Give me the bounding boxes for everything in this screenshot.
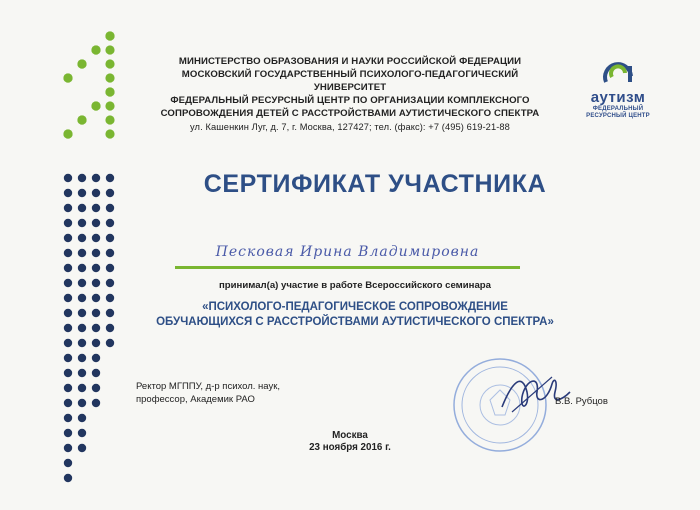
seminar-title <box>150 300 560 330</box>
place-and-date <box>280 430 420 454</box>
rector-position <box>136 381 336 406</box>
seminar-title-line-2: ОБУЧАЮЩИХСЯ С РАССТРОЙСТВАМИ АУТИСТИЧЕСКОГО СПЕКТРА» <box>156 316 554 328</box>
header-address: ул. Кашенкин Луг, д. 7, г. Москва, 127427; тел. (факс): +7 (495) 619-21-88 <box>190 122 510 132</box>
decorative-dot-pattern <box>0 0 130 510</box>
participation-text: принимал(а) участие в работе Всероссийского семинара <box>218 280 491 291</box>
seminar-title-line-1: «ПСИХОЛОГО-ПЕДАГОГИЧЕСКОЕ СОПРОВОЖДЕНИЕ <box>202 301 508 313</box>
header-line-4: СОПРОВОЖДЕНИЯ ДЕТЕЙ С РАССТРОЙСТВАМИ АУТИСТИЧЕСКОГО СПЕКТРА <box>160 108 540 119</box>
recipient-name: Песковая Ирина Владимировна <box>215 244 480 260</box>
logo-subtitle-2: РЕСУРСНЫЙ ЦЕНТР <box>586 113 650 119</box>
rector-line-2: профессор, Академик РАО <box>136 393 255 405</box>
autism-logo-icon <box>598 56 638 86</box>
header-line-3: ФЕДЕРАЛЬНЫЙ РЕСУРСНЫЙ ЦЕНТР ПО ОРГАНИЗАЦИИ КОМПЛЕКСНОГО <box>170 95 530 106</box>
date: 23 ноября 2016 г. <box>309 442 391 453</box>
logo-subtitle-1: ФЕДЕРАЛЬНЫЙ <box>592 106 644 112</box>
issuer-header <box>150 55 550 134</box>
signature-icon <box>492 362 577 422</box>
signer-name: В.В. Рубцов <box>555 396 608 407</box>
name-underline <box>175 266 520 269</box>
logo-word: аутизм <box>590 89 646 106</box>
certificate-title: СЕРТИФИКАТ УЧАСТНИКА <box>203 170 547 198</box>
place: Москва <box>332 430 368 441</box>
header-line-2: МОСКОВСКИЙ ГОСУДАРСТВЕННЫЙ ПСИХОЛОГО-ПЕДАГОГИЧЕСКИЙ УНИВЕРСИТЕТ <box>181 69 519 93</box>
rector-line-1: Ректор МГППУ, д-р психол. наук, <box>136 381 281 392</box>
autism-center-logo <box>568 56 668 120</box>
header-line-1: МИНИСТЕРСТВО ОБРАЗОВАНИЯ И НАУКИ РОССИЙСКОЙ ФЕДЕРАЦИИ <box>178 56 522 67</box>
